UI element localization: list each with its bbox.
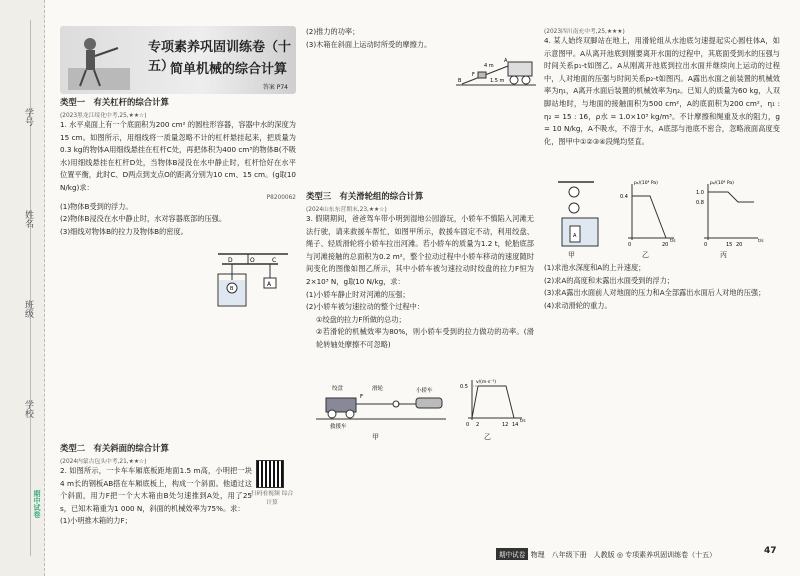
section-1-title: 类型一 有关杠杆的综合计算 (60, 97, 169, 107)
fig4-jia-caption: 甲 (568, 251, 575, 259)
pulley-figure (316, 378, 536, 430)
binding-label-class: 班级 (23, 300, 33, 318)
binding-label-school: 学校 (23, 400, 33, 418)
lever-label-c: C (272, 257, 277, 264)
q3-sub-2: (2)小轿车被匀速拉动的整个过程中： (306, 302, 424, 312)
brand-logo: 期中试卷 (33, 490, 41, 518)
chart-t14: 14 (512, 422, 519, 428)
answer-reference: 答案 P74 (262, 84, 288, 91)
q1-text: 1. 水平桌面上有一个底面积为200 cm² 的圆柱形容器，容器中水的深度为15 cm。如图所示，用细线将一质量忽略不计的杠杆悬挂起来，把质量为0.3 kg的物体A用细线悬挂在杠杆C处，再把体积为400 cm³的物体B(不吸水)用细线悬挂在杠杆D处，当物体B浸没在水中静止时，杠杆恰好在水平位置平衡，此时C、D两点到支点O的距离分别为10 cm、15 cm。(g取10 N/kg)求： (60, 120, 296, 192)
incline-label-f: F (472, 72, 475, 78)
q4-source-tag: (2023四川南充中考,25,★★★) (544, 29, 625, 35)
incline-figure (456, 54, 536, 90)
pulley-label-a: A (573, 233, 577, 239)
fig3-yi-caption: 乙 (484, 433, 491, 441)
chart-p2-t15: 15 (726, 242, 733, 248)
binding-label-id: 学号 (23, 108, 33, 126)
title-banner (60, 26, 296, 94)
binding-label-name: 姓名 (23, 210, 33, 228)
page-number: 47 (764, 546, 777, 556)
pulley-system-figure (554, 178, 780, 250)
fig4-yi-caption: 乙 (642, 251, 649, 259)
chart-p1-t20: 20 (662, 242, 669, 248)
q3-text: 3. 假期期间，爸爸驾车带小明到湿地公园游玩，小轿车不慎陷入河滩无法行驶，请来救援车帮忙，如图甲所示，救援车固定不动，利用绞盘、绳子、轻质滑轮将小轿车拉出河滩。若小轿车的质量为1.2 t，轮胎底部与河滩接触的总面积为0.2 m²，整个拉动过程中小轿车移动的速度随时间变化的图像如图乙所示，其中小轿车被匀速拉动时绞盘的拉力F恒为2×10³ N，g取10 N/kg，求： (306, 214, 534, 286)
question-2-continued (306, 26, 431, 51)
chart-p2-t20: 20 (736, 242, 743, 248)
car-label: 小轿车 (416, 388, 433, 394)
qr-caption: 扫码看视频 综合计算 (250, 491, 294, 506)
incline-label-15m: 1.5 m (490, 78, 505, 84)
page-footer (496, 548, 716, 560)
question-1 (60, 110, 296, 238)
chart-t2: 2 (476, 422, 480, 428)
chart-p2-tick-10: 1.0 (696, 190, 704, 196)
chart-p2-tick-08: 0.8 (696, 200, 704, 206)
question-2 (60, 456, 252, 528)
chart-p2-t0: 0 (704, 242, 708, 248)
q3-sub-2a: ①绞盘的拉力F所做的总功； (316, 314, 406, 324)
q1-source-tag: (2023黑龙江绥化中考,25,★★☆) (60, 113, 147, 119)
fig4-bing-caption: 丙 (720, 251, 727, 259)
chart-t0: 0 (466, 422, 470, 428)
chart-p1-tick: 0.4 (620, 194, 628, 200)
q2-source-tag: (2024内蒙古包头中考,21,★★☆) (60, 459, 147, 465)
force-label: F (360, 394, 364, 400)
chart-p1-t0: 0 (628, 242, 632, 248)
incline-label-b: B (458, 78, 462, 84)
question-4 (544, 26, 780, 148)
q2-sub-3: (3)木箱在斜面上运动时所受的摩擦力。 (306, 39, 432, 49)
page-subtitle: 简单机械的综合计算 (170, 62, 288, 77)
q1-code: P8200062 (266, 194, 296, 201)
chart-p1-label: p₁/(10⁴ Pa) (634, 181, 658, 186)
footer-title: ◎ 专项素养巩固训练卷（十五） (616, 551, 717, 559)
page-title: 专项素养巩固训练卷（十五） (148, 40, 292, 74)
truck-label: 救援车 (330, 424, 347, 430)
chart-p2-label: p₂/(10⁴ Pa) (710, 181, 734, 186)
lever-figure (208, 252, 298, 310)
chart-v-label: v/(m·s⁻¹) (476, 380, 497, 385)
q4-sub-1: (1)求池水深度和A的上升速度； (544, 263, 646, 272)
fig3-jia-caption: 甲 (372, 433, 379, 441)
winch-label: 绞盘 (332, 386, 344, 392)
section-3-title: 类型三 有关滑轮组的综合计算 (306, 191, 424, 201)
q2-text: 2. 如图所示，一卡车车厢底板距地面1.5 m高，小明把一块4 m长的钢板AB搭在车厢底板上，构成一个斜面。他通过这个斜面，用力F把一个大木箱由B处匀速推到A处，用了25 s，已知木箱重为1 000 N，斜面的机械效率为75%。求： (60, 466, 252, 513)
q2-sub-1: (1)小明推木箱的力F； (60, 516, 132, 526)
lever-label-o: O (250, 257, 255, 264)
chart-t-unit: t/s (520, 419, 526, 424)
chart-v-tick: 0.5 (460, 384, 468, 390)
footer-brand-box: 期中试卷 (496, 548, 528, 560)
q1-sub-2: (2)物体B浸没在水中静止时，水对容器底部的压强。 (60, 214, 227, 224)
lever-label-a: A (267, 281, 272, 288)
binding-strip (0, 0, 45, 576)
question-4-subs (544, 262, 780, 312)
chart-t12: 12 (502, 422, 509, 428)
q4-sub-3: (3)求A露出水面前人对地面的压力和A全部露出水面后人对地的压强； (544, 288, 766, 298)
incline-label-4m: 4 m (484, 63, 494, 69)
binding-line (30, 20, 31, 556)
q3-sub-1: (1)小轿车静止时对河滩的压强； (306, 289, 410, 299)
q2-sub-2: (2)推力的功率； (306, 27, 360, 36)
question-3 (306, 204, 534, 352)
section-2-title: 类型二 有关斜面的综合计算 (60, 443, 169, 453)
chart-p2-t-unit: t/s (758, 239, 764, 244)
lever-label-b: B (230, 286, 234, 292)
lever-label-d: D (228, 257, 233, 264)
qr-code[interactable] (256, 460, 284, 488)
footer-subject: 物理 八年级下册 人教版 (530, 551, 615, 559)
chart-p1-t-unit: t/s (670, 239, 676, 244)
q3-sub-2b: ②若滑轮的机械效率为80%，则小轿车受到的拉力做功的功率。(滑轮转轴处摩擦不可忽略) (316, 327, 534, 349)
q1-sub-1: (1)物体B受到的浮力。 (60, 201, 133, 211)
q3-source-tag: (2024山东东营期末,23,★★☆) (306, 207, 387, 213)
incline-label-a: A (504, 58, 508, 64)
q1-sub-3: (3)细线对物体B的拉力及物体B的密度。 (60, 226, 188, 236)
q4-sub-2: (2)求A的高度和未露出水面受到的浮力； (544, 275, 675, 285)
q4-sub-4: (4)求动滑轮的重力。 (544, 300, 612, 310)
pulley-label: 滑轮 (372, 386, 384, 392)
banner-illustration (66, 28, 136, 94)
q4-text: 4. 某人始终双脚站在地上，用滑轮组从水池底匀速提起实心圆柱体A，如示意图甲。A从离开池底到刚要离开水面的过程中，其底面受到水的压强与时间关系p₁-t如图乙。A从刚离开池底到拉出水面并继续向上运动的过程中，人对地面的压强与时间关系p₂-t如图丙。A露出水面之前装置的机械效率为η₁，A离开水面后装置的机械效率为η₂。已知人的质量为60 kg，人双脚站地时，与地面的接触面积为500 cm²，A的底面积为200 cm²，η₁ : η₂ = 15 : 16，ρ水 = 1.0×10³ kg/m³。不计摩擦和绳重及水的阻力，g = 10 N/kg，A不吸水，不溶于水，A底部与池底不密合，忽略液面高度变化，图甲中①②③④段绳均竖直。 (544, 36, 780, 146)
